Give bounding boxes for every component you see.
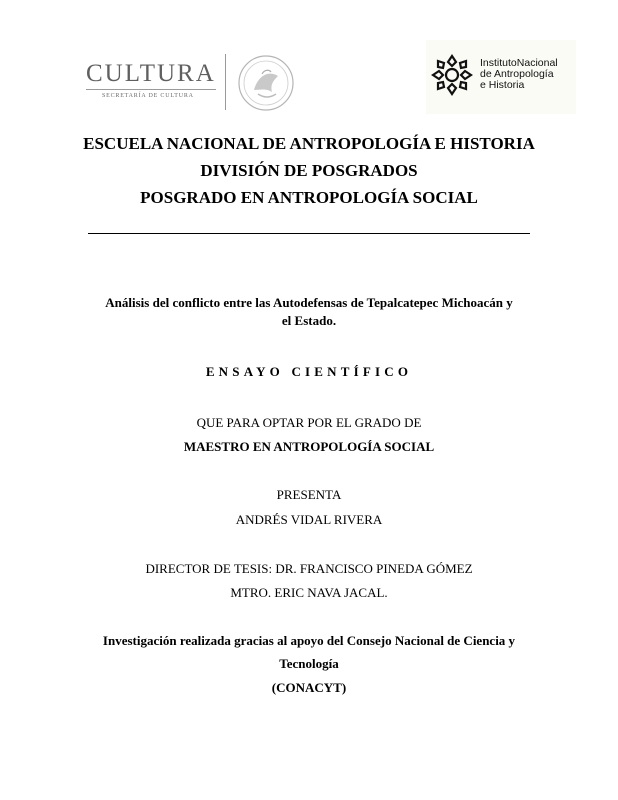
inah-name-line1: InstitutoNacional bbox=[480, 57, 558, 69]
thesis-title-line2: el Estado. bbox=[281, 313, 337, 328]
funding-line1: Investigación realizada gracias al apoyo del Consejo Nacional de Ciencia y bbox=[102, 633, 516, 648]
division-name: DIVISIÓN DE POSGRADOS bbox=[200, 161, 418, 180]
degree-intro: QUE PARA OPTAR POR EL GRADO DE bbox=[196, 415, 422, 430]
cultura-logo bbox=[86, 52, 308, 114]
inah-emblem-icon bbox=[428, 52, 476, 98]
mexico-seal-icon bbox=[236, 54, 296, 112]
header-divider bbox=[88, 233, 530, 234]
presenter-label: PRESENTA bbox=[276, 487, 342, 502]
inah-logo bbox=[426, 40, 576, 114]
inah-name-line3: e Historia bbox=[480, 79, 525, 91]
cultura-divider bbox=[225, 54, 226, 110]
thesis-director: DIRECTOR DE TESIS: DR. FRANCISCO PINEDA GÓMEZ bbox=[145, 561, 473, 576]
thesis-title-line1: Análisis del conflicto entre las Autodefensas de Tepalcatepec Michoacán y bbox=[105, 295, 513, 310]
inah-name bbox=[480, 58, 558, 91]
co-advisor: MTRO. ERIC NAVA JACAL. bbox=[230, 585, 388, 600]
program-name: POSGRADO EN ANTROPOLOGÍA SOCIAL bbox=[140, 188, 478, 207]
cultura-subtitle: SECRETARÍA DE CULTURA bbox=[102, 93, 194, 99]
funding-line2: Tecnología bbox=[279, 656, 339, 671]
cultura-underline bbox=[86, 89, 216, 90]
cultura-wordmark: CULTURA bbox=[86, 60, 216, 87]
inah-name-line2: de Antropología bbox=[480, 68, 554, 80]
degree-name: MAESTRO EN ANTROPOLOGÍA SOCIAL bbox=[183, 439, 435, 454]
institution-name: ESCUELA NACIONAL DE ANTROPOLOGÍA E HISTORIA bbox=[83, 134, 535, 153]
funding-line3: (CONACYT) bbox=[271, 680, 347, 695]
document-type: ENSAYO CIENTÍFICO bbox=[205, 364, 413, 379]
presenter-name: ANDRÉS VIDAL RIVERA bbox=[235, 512, 383, 527]
